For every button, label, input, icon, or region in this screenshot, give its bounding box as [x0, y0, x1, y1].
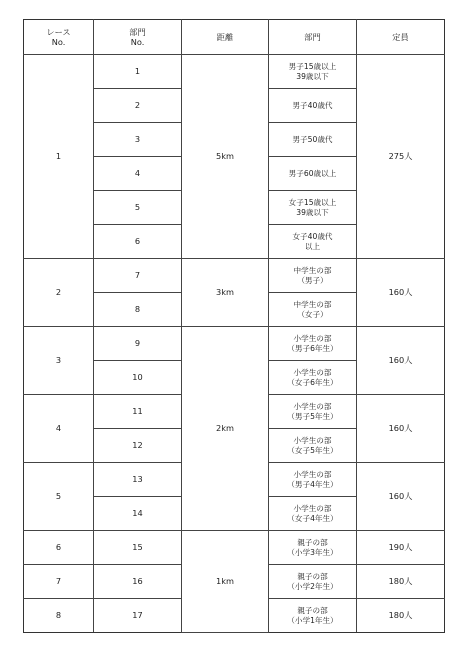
distance-cell: 1km — [182, 531, 269, 633]
race-no-cell: 1 — [24, 55, 94, 259]
dept-no-cell: 8 — [94, 293, 182, 327]
dept-no-cell: 12 — [94, 429, 182, 463]
race-division-table — [23, 19, 445, 633]
category-cell: 小学生の部 （男子5年生） — [269, 395, 357, 429]
race-no-cell: 3 — [24, 327, 94, 395]
capacity-cell: 190人 — [357, 531, 445, 565]
capacity-cell: 275人 — [357, 55, 445, 259]
table-row — [24, 55, 445, 89]
table-row — [24, 327, 445, 361]
dept-no-cell: 14 — [94, 497, 182, 531]
category-cell: 男子15歳以上 39歳以下 — [269, 55, 357, 89]
header-row — [24, 20, 445, 55]
category-cell: 親子の部 （小学1年生） — [269, 599, 357, 633]
distance-cell: 5km — [182, 55, 269, 259]
category-cell: 男子50歳代 — [269, 123, 357, 157]
race-no-cell: 6 — [24, 531, 94, 565]
dept-no-cell: 2 — [94, 89, 182, 123]
dept-no-cell: 11 — [94, 395, 182, 429]
dept-no-cell: 1 — [94, 55, 182, 89]
dept-no-cell: 3 — [94, 123, 182, 157]
dept-no-cell: 5 — [94, 191, 182, 225]
table-row — [24, 259, 445, 293]
race-no-cell: 4 — [24, 395, 94, 463]
category-cell: 女子15歳以上 39歳以下 — [269, 191, 357, 225]
dept-no-cell: 13 — [94, 463, 182, 497]
dept-no-cell: 6 — [94, 225, 182, 259]
category-cell: 男子60歳以上 — [269, 157, 357, 191]
capacity-cell: 160人 — [357, 259, 445, 327]
capacity-cell: 160人 — [357, 395, 445, 463]
dept-no-cell: 15 — [94, 531, 182, 565]
category-cell: 親子の部 （小学2年生） — [269, 565, 357, 599]
capacity-cell: 180人 — [357, 599, 445, 633]
category-cell: 中学生の部 （男子） — [269, 259, 357, 293]
dept-no-cell: 16 — [94, 565, 182, 599]
race-division-sheet — [23, 19, 445, 633]
capacity-cell: 160人 — [357, 327, 445, 395]
dept-no-cell: 4 — [94, 157, 182, 191]
category-cell: 女子40歳代 以上 — [269, 225, 357, 259]
category-cell: 小学生の部 （男子4年生） — [269, 463, 357, 497]
header-distance: 距離 — [182, 20, 269, 55]
dept-no-cell: 10 — [94, 361, 182, 395]
dept-no-cell: 9 — [94, 327, 182, 361]
race-no-cell: 5 — [24, 463, 94, 531]
dept-no-cell: 7 — [94, 259, 182, 293]
header-capacity: 定員 — [357, 20, 445, 55]
category-cell: 小学生の部 （女子4年生） — [269, 497, 357, 531]
dept-no-cell: 17 — [94, 599, 182, 633]
race-no-cell: 2 — [24, 259, 94, 327]
distance-cell: 3km — [182, 259, 269, 327]
header-dept-no: 部門 No. — [94, 20, 182, 55]
table-row — [24, 531, 445, 565]
capacity-cell: 180人 — [357, 565, 445, 599]
header-category: 部門 — [269, 20, 357, 55]
category-cell: 男子40歳代 — [269, 89, 357, 123]
category-cell: 小学生の部 （女子6年生） — [269, 361, 357, 395]
category-cell: 中学生の部 （女子） — [269, 293, 357, 327]
distance-cell: 2km — [182, 327, 269, 531]
category-cell: 小学生の部 （女子5年生） — [269, 429, 357, 463]
header-race-no: レース No. — [24, 20, 94, 55]
race-no-cell: 8 — [24, 599, 94, 633]
category-cell: 親子の部 （小学3年生） — [269, 531, 357, 565]
category-cell: 小学生の部 （男子6年生） — [269, 327, 357, 361]
capacity-cell: 160人 — [357, 463, 445, 531]
race-no-cell: 7 — [24, 565, 94, 599]
